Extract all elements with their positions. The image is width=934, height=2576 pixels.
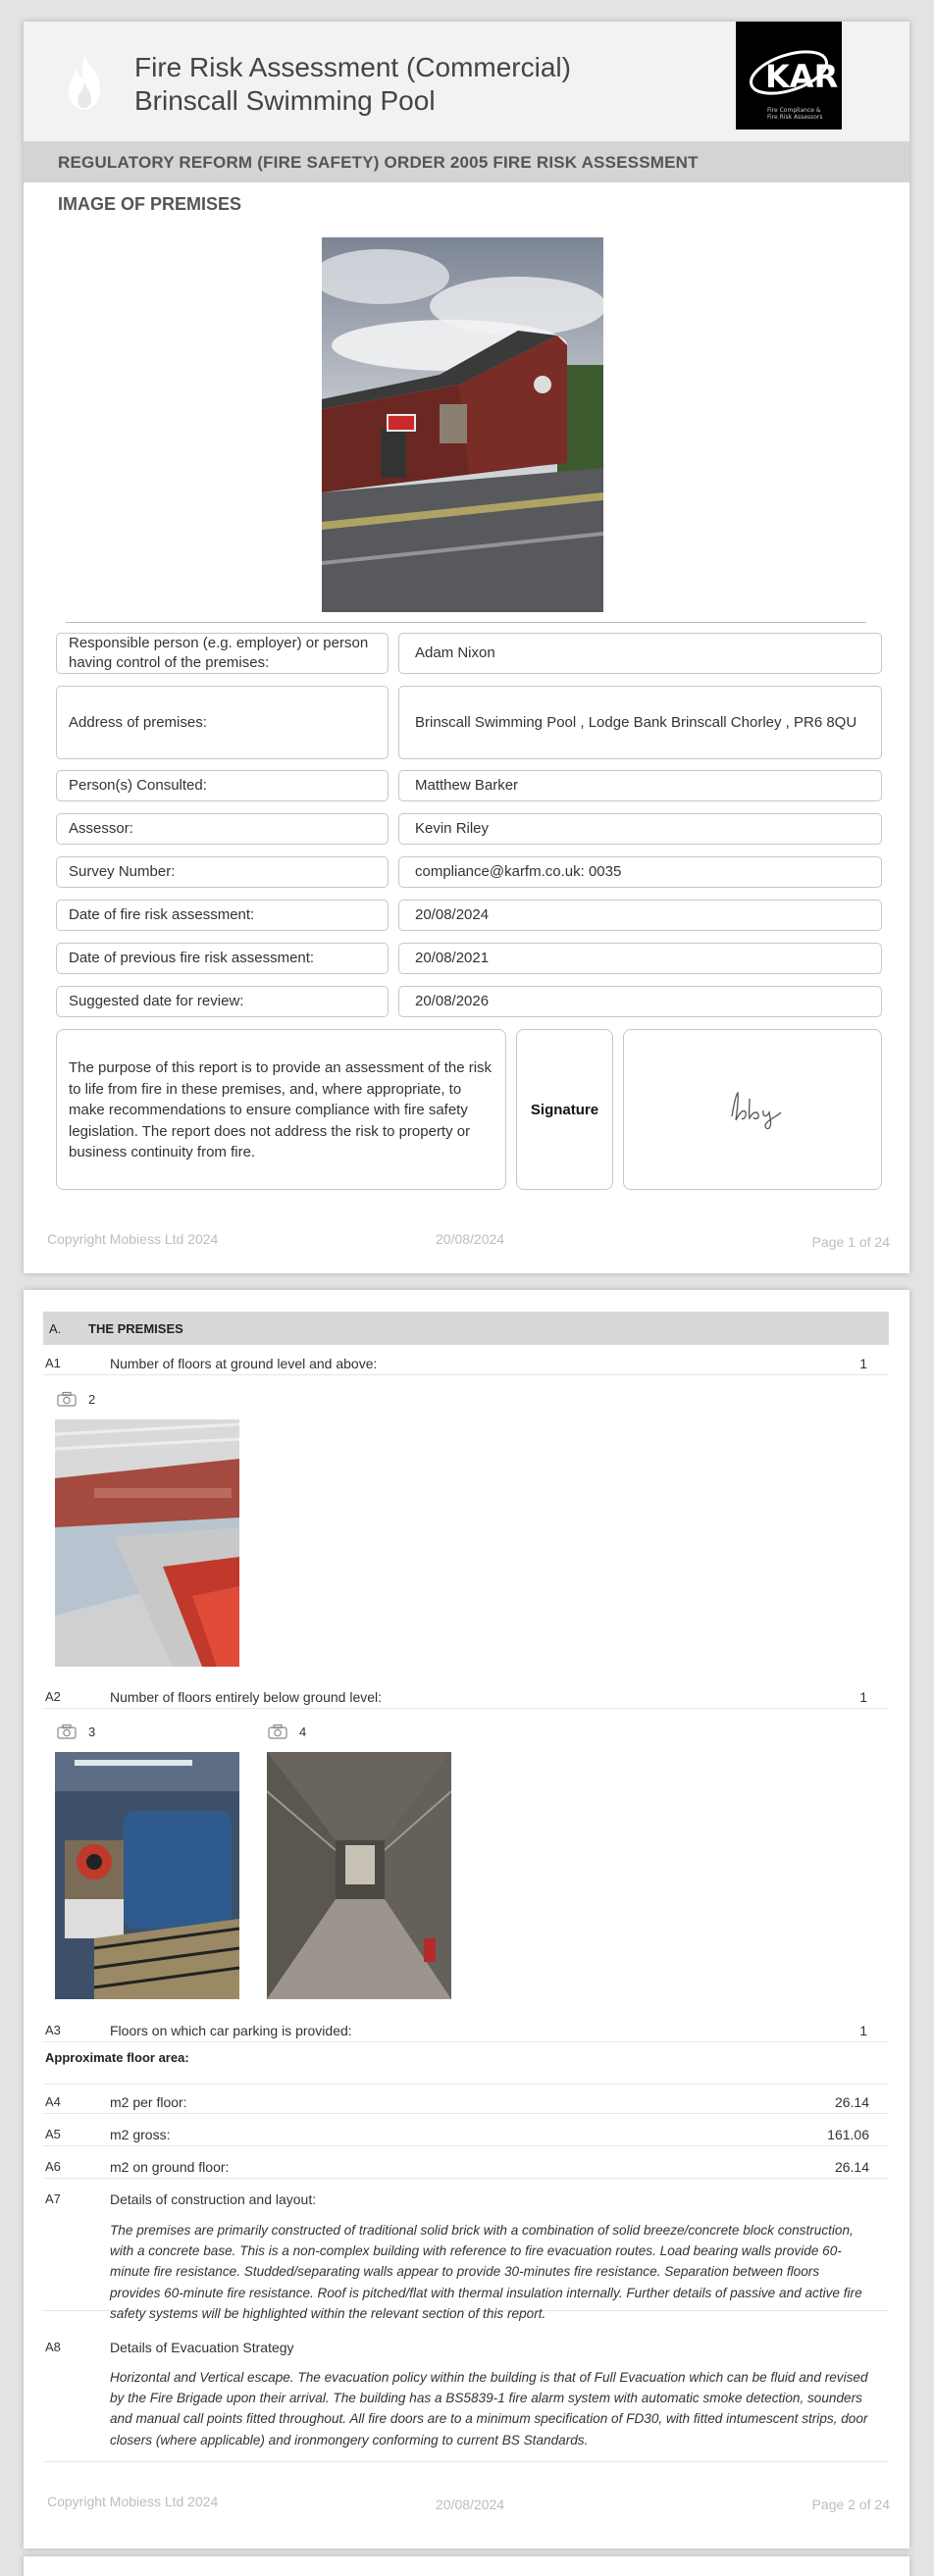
row-a2-question: Number of floors entirely below ground level: xyxy=(110,1689,383,1705)
regulatory-title: REGULATORY REFORM (FIRE SAFETY) ORDER 2005 FIRE RISK ASSESSMENT xyxy=(58,153,699,172)
row-a3-answer: 1 xyxy=(859,2023,867,2038)
persons-consulted-value: Matthew Barker xyxy=(398,770,882,801)
section-divider xyxy=(66,622,866,623)
footer-copyright: Copyright Mobiess Ltd 2024 xyxy=(47,2494,219,2509)
row-a4-code: A4 xyxy=(45,2094,61,2109)
row-a3-question: Floors on which car parking is provided: xyxy=(110,2023,352,2038)
address-label: Address of premises: xyxy=(56,686,389,759)
logo-subtitle-2: Fire Risk Assessors xyxy=(767,114,823,121)
logo-text: KAR xyxy=(765,58,839,95)
row-a7-question: Details of construction and layout: xyxy=(110,2191,317,2207)
report-page-1 xyxy=(24,22,909,1273)
regulatory-banner xyxy=(24,141,909,182)
section-a-title: THE PREMISES xyxy=(88,1321,183,1336)
assessor-label: Assessor: xyxy=(56,813,389,845)
camera-icon xyxy=(57,1391,77,1407)
footer-date: 20/08/2024 xyxy=(436,2497,505,2512)
flame-icon xyxy=(61,53,108,112)
previous-assessment-date-label: Date of previous fire risk assessment: xyxy=(56,943,389,974)
photo-basement-corridor[interactable] xyxy=(267,1752,451,1999)
logo-subtitle-1: Fire Compliance & xyxy=(767,107,821,114)
row-a8-question: Details of Evacuation Strategy xyxy=(110,2340,294,2355)
row-a1-code: A1 xyxy=(45,1356,61,1370)
photo-plant-room[interactable] xyxy=(55,1752,239,1999)
report-title xyxy=(134,51,571,118)
row-a4-question: m2 per floor: xyxy=(110,2094,187,2110)
report-title-line1: Fire Risk Assessment (Commercial) xyxy=(134,52,571,82)
row-a4 xyxy=(43,2094,889,2114)
review-date-value: 20/08/2026 xyxy=(398,986,882,1017)
previous-assessment-date-value: 20/08/2021 xyxy=(398,943,882,974)
row-a5-question: m2 gross: xyxy=(110,2127,171,2142)
report-page-2 xyxy=(24,1290,909,2549)
row-a3-code: A3 xyxy=(45,2023,61,2037)
row-a6-code: A6 xyxy=(45,2159,61,2174)
company-logo xyxy=(736,22,842,129)
row-a1 xyxy=(43,1356,889,1375)
report-page-3 xyxy=(24,2556,909,2576)
section-a-header xyxy=(43,1312,889,1345)
responsible-person-label: Responsible person (e.g. employer) or person having control of the premises: xyxy=(56,633,389,674)
photo-tag-3[interactable] xyxy=(57,1724,95,1739)
row-a5-answer: 161.06 xyxy=(827,2127,869,2142)
row-a2-code: A2 xyxy=(45,1689,61,1704)
row-a8-code: A8 xyxy=(45,2340,61,2354)
image-of-premises-heading: IMAGE OF PREMISES xyxy=(58,194,242,214)
row-a3 xyxy=(43,2023,889,2042)
premises-photo xyxy=(322,237,603,612)
row-a6-question: m2 on ground floor: xyxy=(110,2159,230,2175)
assessor-value: Kevin Riley xyxy=(398,813,882,845)
floor-area-divider xyxy=(43,2073,889,2085)
responsible-person-value: Adam Nixon xyxy=(398,633,882,674)
photo-number-4: 4 xyxy=(299,1724,307,1739)
purpose-statement: The purpose of this report is to provide an assessment of the risk to life from fire in these premises, and, where appropriate, to make recommendations to ensure compliance with fire safety legislation. The report does not address the risk to property or business continuity from fire. xyxy=(56,1029,506,1190)
report-header xyxy=(24,22,909,141)
survey-number-label: Survey Number: xyxy=(56,856,389,888)
row-a2 xyxy=(43,1689,889,1709)
kar-logo-graphic xyxy=(736,22,842,129)
survey-number-value: compliance@karfm.co.uk: 0035 xyxy=(398,856,882,888)
row-a2-answer: 1 xyxy=(859,1689,867,1705)
photo-number-2: 2 xyxy=(88,1391,96,1407)
footer-page-number: Page 2 of 24 xyxy=(811,2497,890,2512)
floor-area-heading: Approximate floor area: xyxy=(45,2050,189,2065)
row-a7-code: A7 xyxy=(45,2191,61,2206)
photo-tag-4[interactable] xyxy=(268,1724,306,1739)
photo-number-3: 3 xyxy=(88,1724,96,1739)
row-a6-answer: 26.14 xyxy=(834,2159,869,2175)
row-a1-answer: 1 xyxy=(859,1356,867,1371)
report-title-line2: Brinscall Swimming Pool xyxy=(134,85,436,116)
persons-consulted-label: Person(s) Consulted: xyxy=(56,770,389,801)
signature-image xyxy=(726,1087,785,1130)
photo-tag-2[interactable] xyxy=(57,1391,95,1407)
signature-label: Signature xyxy=(516,1029,613,1190)
row-a4-answer: 26.14 xyxy=(834,2094,869,2110)
row-a5-code: A5 xyxy=(45,2127,61,2141)
address-value: Brinscall Swimming Pool , Lodge Bank Brinscall Chorley , PR6 8QU xyxy=(398,686,882,759)
section-a-code: A. xyxy=(49,1321,62,1336)
footer-copyright: Copyright Mobiess Ltd 2024 xyxy=(47,1231,219,1247)
camera-icon xyxy=(57,1724,77,1739)
photo-pool-hall[interactable] xyxy=(55,1419,239,1667)
footer-page-number: Page 1 of 24 xyxy=(811,1234,890,1250)
evacuation-strategy-text: Horizontal and Vertical escape. The evacuation policy within the building is that of Full Evacuation which can be fluid and revised by the Fire Brigade upon their arrival. The building has a BS5839-1 fire alarm system with automatic smoke detection, sounders and manual call points fitted throughout. All fire doors are to a minimum specification of FD30, with fitted intumescent strips, door closers (where applicable) and ironmongery conforming to current BS Standards. xyxy=(110,2370,868,2447)
assessment-date-value: 20/08/2024 xyxy=(398,900,882,931)
signature-box xyxy=(623,1029,882,1190)
assessment-date-label: Date of fire risk assessment: xyxy=(56,900,389,931)
row-a6 xyxy=(43,2159,889,2179)
review-date-label: Suggested date for review: xyxy=(56,986,389,1017)
camera-icon xyxy=(268,1724,287,1739)
construction-details-text: The premises are primarily constructed of traditional solid brick with a combination of solid breeze/concrete block construction, with a concrete base. This is a non-complex building with reference to fire evacuation routes. Load bearing walls provide 60-minute fire resistance. Studded/separating walls appear to provide 30-minutes fire resistance. Separation between floors provides 60-minute fire resistance. Roof is pitched/flat with thermal insulation internally. Further details of passive and active fire safety systems will be highlighted within the relevant section of this report. xyxy=(110,2223,862,2321)
row-a5 xyxy=(43,2127,889,2146)
footer-date: 20/08/2024 xyxy=(436,1231,505,1247)
row-a1-question: Number of floors at ground level and above: xyxy=(110,1356,378,1371)
